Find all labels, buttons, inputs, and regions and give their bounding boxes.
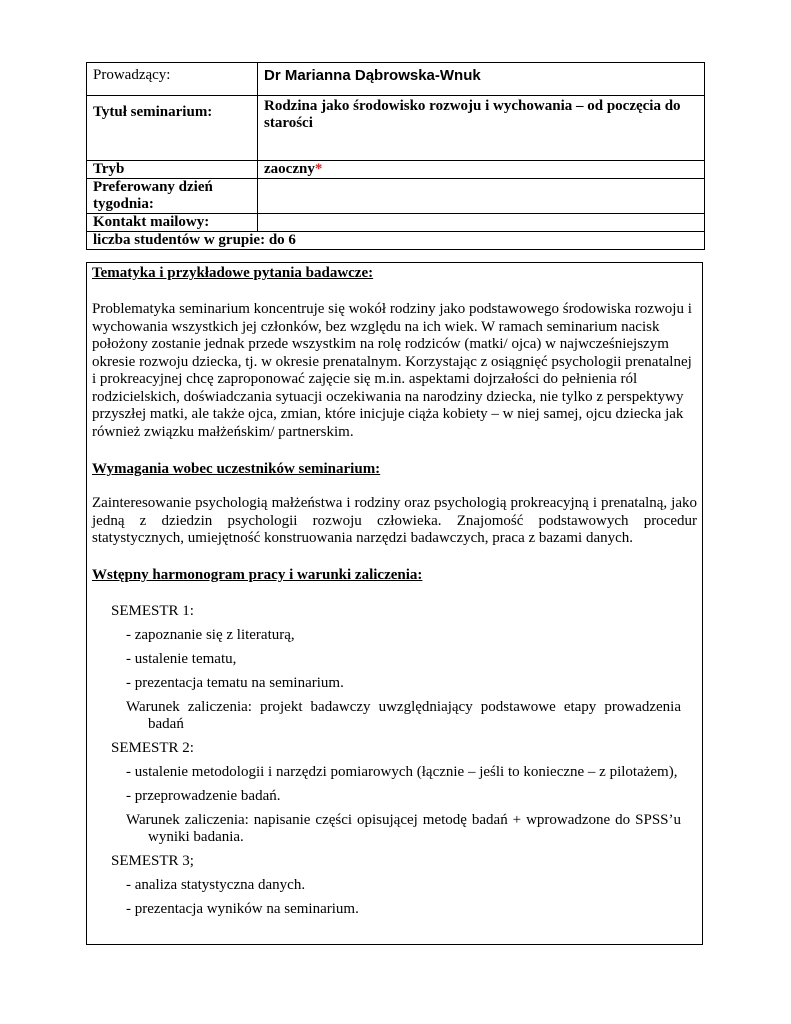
mode-value-cell [258,161,705,179]
semester-1-condition: Warunek zaliczenia: projekt badawczy uwzględniający podstawowe etapy prowadzenia badań [126,699,681,732]
semester-2-item: - ustalenie metodologii i narzędzi pomiarowych (łącznie – jeśli to konieczne – z pilotażem), [126,764,678,780]
requirements-text: Zainteresowanie psychologią małżeństwa i rodziny oraz psychologią prokreacyjną i prenatalną, jako jedną z dziedzin psychologii rozwoju człowieka. Znajomość podstawowych procedur statystycznych, umiejętność konstruowania narzędzi badawczych, praca z bazami danych. [92,495,697,546]
mode-asterisk: * [314,161,323,177]
students-count: liczba studentów w grupie: do 6 [87,232,705,250]
topics-text: Problematyka seminarium koncentruje się wokół rodziny jako podstawowego środowiska rozwoju i wychowania wszystkich jej członków, bez względu na ich wiek. W ramach seminarium nacisk położony zostanie jednak przede wszystkim na rolę rodziców (matki/ ojca) w najwcześniejszym okresie rozwoju dziecka, tj. w okresie prenatalnym. Korzystając z osiągnięć psychologii prenatalnej i prokreacyjnej chcę zaproponować zajęcie się m.in. aspektami dojrzałości do pełnienia ról rodzicielskich, doświadczania sytuacji oczekiwania na narodziny dziecka, nie tylko z perspektywy przyszłej matki, ale także ojca, zmian, które inicjuje ciąża kobiety – w niej samej, ojcu dziecka jak również związku małżeńskim/ partnerskim. [92,301,692,440]
mode-label: Tryb [87,161,258,179]
title-label: Tytuł seminarium: [87,96,258,161]
topics-heading: Tematyka i przykładowe pytania badawcze: [92,265,374,281]
day-row [87,179,705,214]
semester-2-item: - przeprowadzenie badań. [126,788,281,804]
semester-3-item: - prezentacja wyników na seminarium. [126,901,359,917]
semester-3-label: SEMESTR 3; [111,853,194,869]
instructor-label-text: Prowadzący: [93,67,171,83]
mode-value: zaoczny [264,161,315,177]
instructor-label [87,63,258,96]
email-value [258,214,705,232]
instructor-row [87,63,705,96]
description-box [86,262,703,945]
semester-3-item: - analiza statystyczna danych. [126,877,306,893]
semester-2-label: SEMESTR 2: [111,740,194,756]
requirements-heading: Wymagania wobec uczestników seminarium: [92,461,381,477]
semester-1-item: - zapoznanie się z literaturą, [126,627,295,643]
instructor-name: Dr Marianna Dąbrowska-Wnuk [264,67,481,84]
students-row [87,232,705,250]
schedule-heading: Wstępny harmonogram pracy i warunki zaliczenia: [92,567,423,583]
title-row [87,96,705,161]
day-label: Preferowany dzień tygodnia: [87,179,258,214]
email-row [87,214,705,232]
email-label: Kontakt mailowy: [87,214,258,232]
instructor-value [258,63,705,96]
semester-1-label: SEMESTR 1: [111,603,194,619]
semester-2-condition: Warunek zaliczenia: napisanie części opisującej metodę badań + wprowadzone do SPSS’u wyniki badania. [126,812,681,845]
schedule-list [92,603,697,918]
day-value [258,179,705,214]
title-value: Rodzina jako środowisko rozwoju i wychowania – od poczęcia do starości [258,96,705,161]
semester-1-item: - prezentacja tematu na seminarium. [126,675,344,691]
mode-row [87,161,705,179]
seminar-info-table [86,62,705,250]
semester-1-item: - ustalenie tematu, [126,651,237,667]
